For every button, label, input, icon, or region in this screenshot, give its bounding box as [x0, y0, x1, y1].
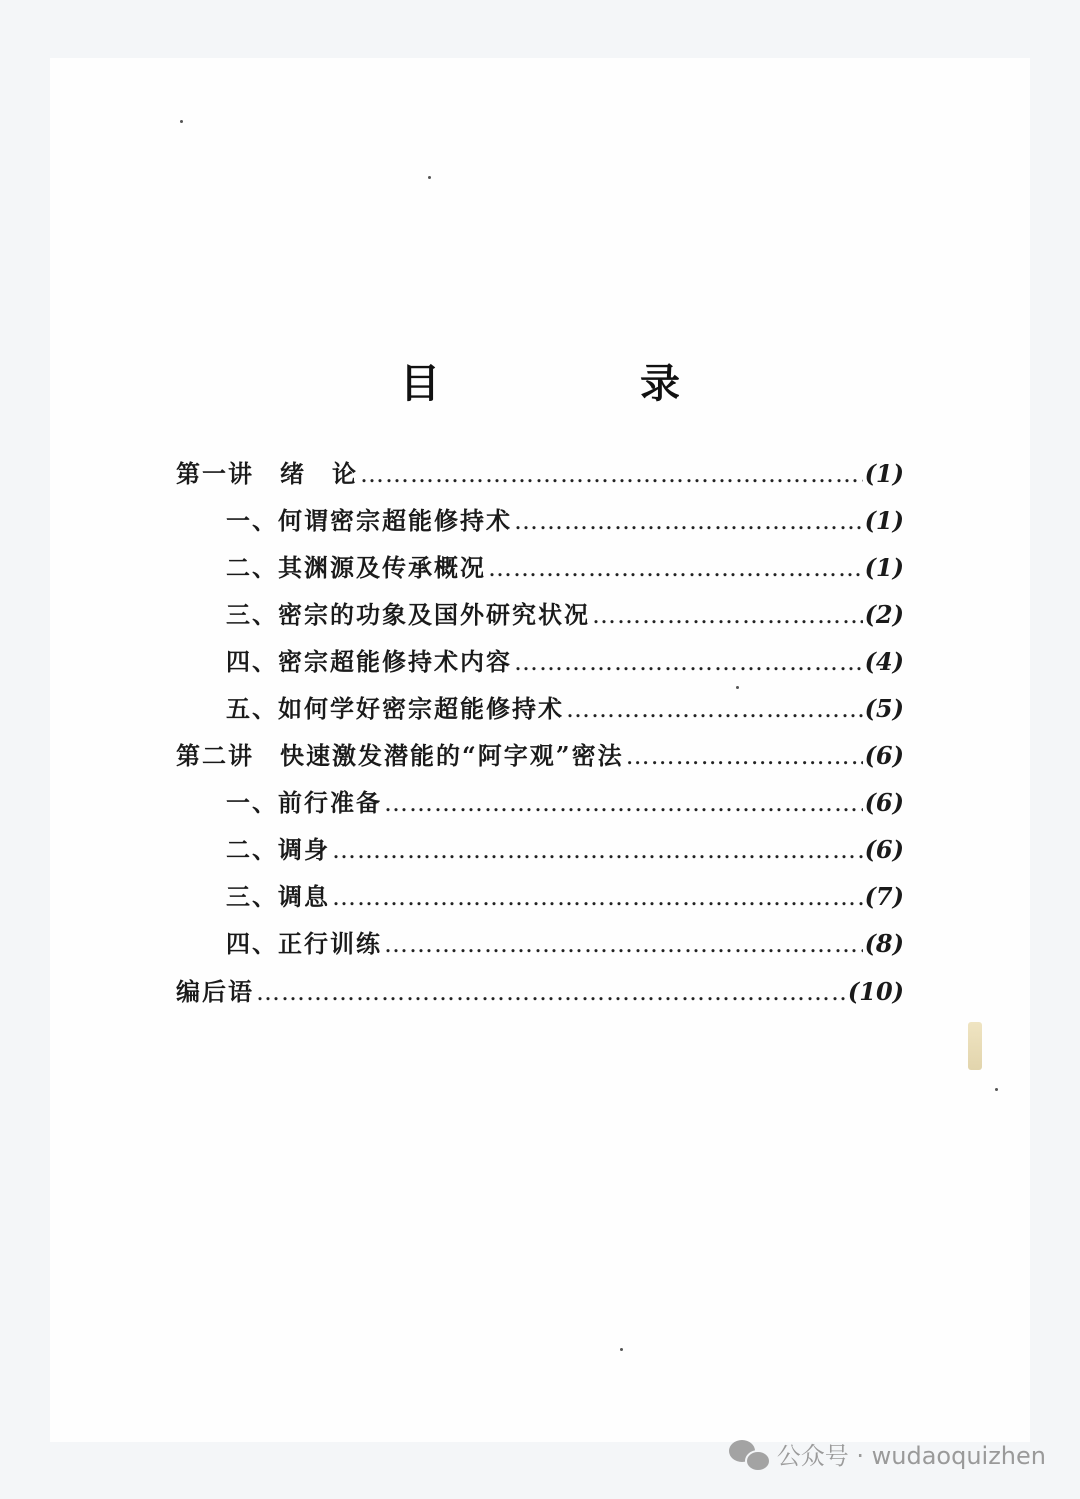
toc-entry-label: 四、密宗超能修持术内容: [226, 647, 512, 676]
toc-entry-label: 三、密宗的功象及国外研究状况: [226, 600, 590, 629]
toc-entry-label: 二、调身: [226, 835, 330, 864]
watermark: [729, 1436, 1046, 1471]
toc-entry-label: 二、其渊源及传承概况: [226, 553, 486, 582]
page-title: 目 录: [400, 361, 760, 407]
toc-entry[interactable]: [226, 597, 904, 633]
wechat-icon: [729, 1438, 769, 1470]
toc-entry-page: (2): [864, 600, 904, 629]
leader-dots: [514, 503, 863, 539]
toc-entry-page: (8): [864, 929, 904, 958]
toc-entry-label: 一、前行准备: [226, 788, 382, 817]
toc-entry[interactable]: [226, 832, 904, 868]
watermark-text: 公众号 · wudaoquizhen: [776, 1442, 1046, 1470]
toc-entry-label: 一、何谓密宗超能修持术: [226, 506, 512, 535]
toc-entry-label: 三、调息: [226, 882, 330, 911]
toc-entry[interactable]: [226, 785, 904, 821]
toc-entry-page: (6): [864, 835, 904, 864]
toc-entry-page: (4): [864, 647, 904, 676]
toc-entry[interactable]: [226, 644, 904, 680]
toc-entry[interactable]: [226, 691, 904, 727]
leader-dots: [592, 597, 863, 633]
toc-entry[interactable]: [176, 456, 904, 492]
toc-entry-page: (6): [864, 741, 904, 770]
leader-dots: [360, 456, 863, 492]
toc-entry-label: 第二讲 快速激发潜能的“阿字观”密法: [176, 741, 624, 770]
toc-entry[interactable]: [226, 503, 904, 539]
toc-entry[interactable]: [226, 879, 904, 915]
leader-dots: [488, 550, 863, 586]
leader-dots: [626, 738, 863, 774]
toc-entry-label: 编后语: [176, 977, 254, 1006]
toc-entry-page: (1): [864, 459, 904, 488]
toc-entry-page: (10): [847, 977, 904, 1006]
leader-dots: [384, 926, 863, 962]
toc-entry-page: (5): [864, 694, 904, 723]
toc-entry-label: 四、正行训练: [226, 929, 382, 958]
speck: [428, 176, 431, 179]
toc-entry[interactable]: [176, 738, 904, 774]
toc-entry-page: (7): [864, 882, 904, 911]
toc-entry-page: (1): [864, 553, 904, 582]
leader-dots: [384, 785, 863, 821]
toc-entry-page: (6): [864, 788, 904, 817]
leader-dots: [332, 832, 863, 868]
speck: [736, 686, 739, 689]
toc-entry[interactable]: [176, 974, 904, 1010]
speck: [620, 1348, 623, 1351]
speck: [180, 120, 183, 123]
toc-entry[interactable]: [226, 550, 904, 586]
toc-entry-label: 第一讲 绪 论: [176, 459, 358, 488]
speck: [995, 1088, 998, 1091]
paper-stain: [968, 1022, 982, 1070]
leader-dots: [566, 691, 863, 727]
toc-entry[interactable]: [226, 926, 904, 962]
leader-dots: [514, 644, 863, 680]
leader-dots: [332, 879, 863, 915]
toc-entry-label: 五、如何学好密宗超能修持术: [226, 694, 564, 723]
leader-dots: [256, 974, 846, 1010]
toc-entry-page: (1): [864, 506, 904, 535]
